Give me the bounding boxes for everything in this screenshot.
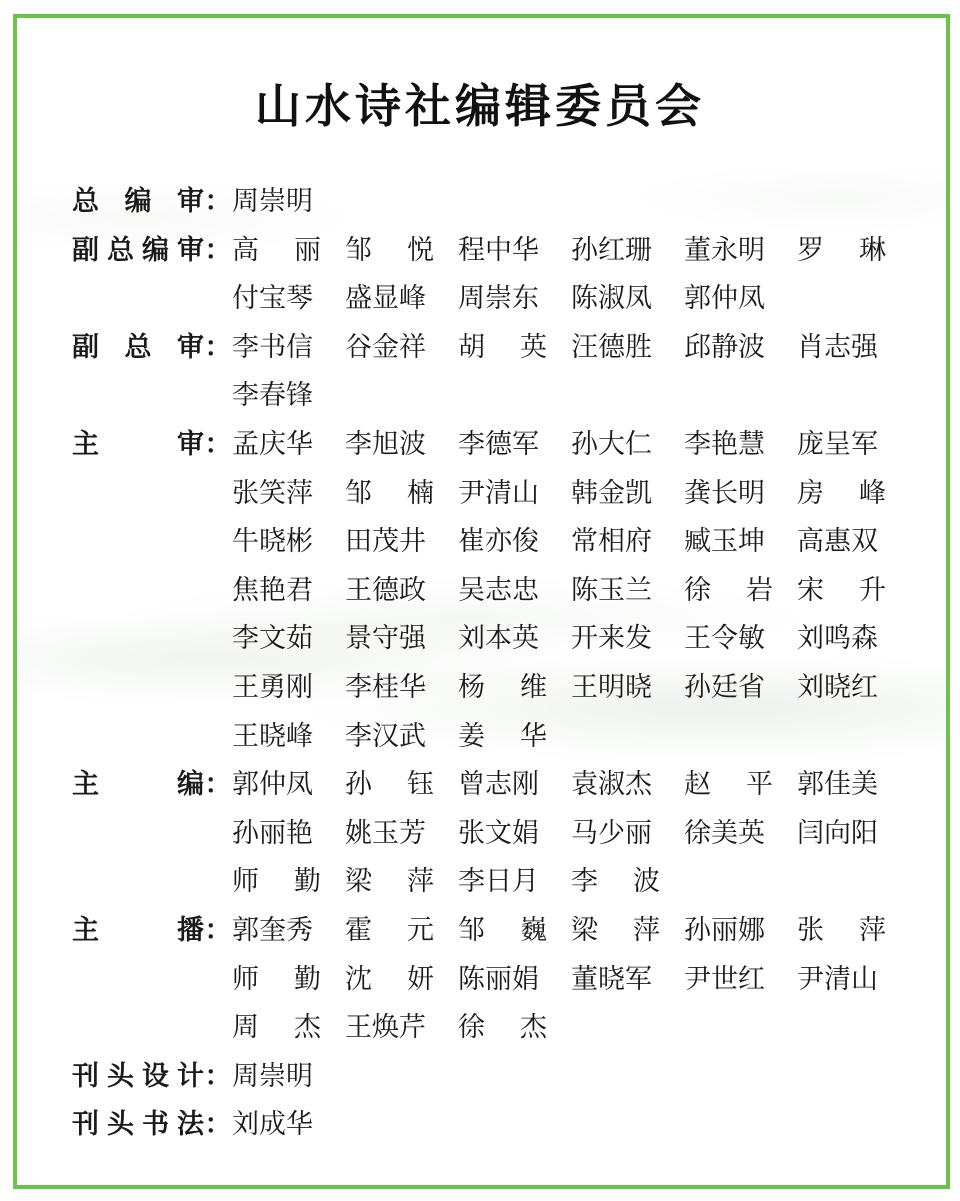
member-name: 李文茹 (232, 623, 313, 655)
member-name: 牛晓彬 (232, 526, 313, 558)
roster (72, 178, 902, 1150)
member-name: 梁 萍 (571, 914, 660, 946)
member-name: 崔亦俊 (458, 526, 539, 558)
role-section (72, 324, 902, 421)
member-name: 孙丽艳 (232, 817, 313, 849)
role-label: 刊 头 书 法 (72, 1109, 204, 1141)
role-colon: ： (204, 914, 232, 946)
member-name: 胡 英 (458, 331, 547, 363)
role-label: 副 总 编 审 (72, 234, 204, 266)
member-name: 周 杰 (232, 1012, 321, 1044)
role-colon: ： (204, 428, 232, 460)
member-name: 袁淑杰 (571, 769, 652, 801)
member-name: 程中华 (458, 234, 539, 266)
role-section (72, 421, 902, 761)
member-name: 董晓军 (571, 963, 652, 995)
member-name: 张文娟 (458, 817, 539, 849)
member-name: 周崇东 (458, 283, 539, 315)
role-label: 主 编 (72, 769, 204, 801)
member-name: 李桂华 (345, 671, 426, 703)
member-name: 李 波 (571, 866, 660, 898)
member-name: 孙红珊 (571, 234, 652, 266)
member-name: 孙廷省 (684, 671, 765, 703)
page-title: 山水诗社编辑委员会 (255, 79, 705, 133)
name-list (232, 1053, 892, 1102)
member-name: 师 勤 (232, 866, 321, 898)
member-name: 刘成华 (232, 1109, 313, 1141)
member-name: 肖志强 (797, 331, 878, 363)
member-name: 王令敏 (684, 623, 765, 655)
role-colon: ： (204, 769, 232, 801)
role-label: 总 编 审 (72, 186, 204, 217)
member-name: 邱静波 (684, 331, 765, 363)
member-name: 尹世红 (684, 963, 765, 995)
member-name: 周崇明 (232, 186, 313, 217)
member-name: 盛显峰 (345, 283, 426, 315)
member-name: 王明晓 (571, 671, 652, 703)
member-name: 王晓峰 (232, 720, 313, 752)
member-name: 孙 钰 (345, 769, 434, 801)
member-name: 王勇刚 (232, 671, 313, 703)
member-name: 郭佳美 (797, 769, 878, 801)
member-name: 吴志忠 (458, 574, 539, 606)
member-name: 张 萍 (797, 914, 886, 946)
member-name: 罗 琳 (797, 234, 886, 266)
member-name: 徐 杰 (458, 1012, 547, 1044)
member-name: 汪德胜 (571, 331, 652, 363)
member-name: 韩金凯 (571, 477, 652, 509)
member-name: 邹 楠 (345, 477, 434, 509)
role-section (72, 1101, 902, 1150)
member-name: 尹清山 (797, 963, 878, 995)
member-name: 赵 平 (684, 769, 773, 801)
member-name: 姜 华 (458, 720, 547, 752)
member-name: 李旭波 (345, 428, 426, 460)
member-name: 李德军 (458, 428, 539, 460)
name-list (232, 178, 892, 227)
member-name: 郭仲凤 (232, 769, 313, 801)
role-label: 主 审 (72, 428, 204, 460)
member-name: 梁 萍 (345, 866, 434, 898)
member-name: 邹 巍 (458, 914, 547, 946)
role-section (72, 1053, 902, 1102)
member-name: 陈丽娟 (458, 963, 539, 995)
member-name: 高 丽 (232, 234, 321, 266)
member-name: 孙大仁 (571, 428, 652, 460)
member-name: 尹清山 (458, 477, 539, 509)
member-name: 师 勤 (232, 963, 321, 995)
member-name: 徐美英 (684, 817, 765, 849)
member-name: 田茂井 (345, 526, 426, 558)
member-name: 张笑萍 (232, 477, 313, 509)
member-name: 孟庆华 (232, 428, 313, 460)
member-name: 姚玉芳 (345, 817, 426, 849)
member-name: 徐 岩 (684, 574, 773, 606)
name-list (232, 227, 892, 324)
member-name: 刘鸣森 (797, 623, 878, 655)
role-label: 副 总 审 (72, 331, 204, 363)
member-name: 庞呈军 (797, 428, 878, 460)
member-name: 沈 妍 (345, 963, 434, 995)
member-name: 宋 升 (797, 574, 886, 606)
member-name: 李春锋 (232, 380, 313, 412)
role-colon: ： (204, 234, 232, 266)
member-name: 常相府 (571, 526, 652, 558)
member-name: 付宝琴 (232, 283, 313, 315)
member-name: 闫向阳 (797, 817, 878, 849)
member-name: 陈玉兰 (571, 574, 652, 606)
member-name: 郭仲凤 (684, 283, 765, 315)
role-section (72, 761, 902, 907)
member-name: 陈淑凤 (571, 283, 652, 315)
member-name: 曾志刚 (458, 769, 539, 801)
role-colon: ： (204, 186, 232, 217)
member-name: 刘本英 (458, 623, 539, 655)
role-section (72, 178, 902, 227)
role-section (72, 907, 902, 1053)
member-name: 房 峰 (797, 477, 886, 509)
member-name: 邹 悦 (345, 234, 434, 266)
member-name: 刘晓红 (797, 671, 878, 703)
member-name: 李书信 (232, 331, 313, 363)
role-section (72, 227, 902, 324)
member-name: 李汉武 (345, 720, 426, 752)
name-list (232, 421, 892, 761)
member-name: 李日月 (458, 866, 539, 898)
role-colon: ： (204, 331, 232, 363)
role-label: 主 播 (72, 914, 204, 946)
member-name: 龚长明 (684, 477, 765, 509)
member-name: 景守强 (345, 623, 426, 655)
member-name: 霍 元 (345, 914, 434, 946)
member-name: 王焕芹 (345, 1012, 426, 1044)
member-name: 李艳慧 (684, 428, 765, 460)
name-list (232, 1101, 892, 1150)
member-name: 周崇明 (232, 1060, 313, 1092)
name-list (232, 907, 892, 1053)
member-name: 高惠双 (797, 526, 878, 558)
member-name: 焦艳君 (232, 574, 313, 606)
role-colon: ： (204, 1060, 232, 1092)
member-name: 开来发 (571, 623, 652, 655)
member-name: 马少丽 (571, 817, 652, 849)
role-label: 刊 头 设 计 (72, 1060, 204, 1092)
member-name: 孙丽娜 (684, 914, 765, 946)
member-name: 董永明 (684, 234, 765, 266)
name-list (232, 324, 892, 421)
name-list (232, 761, 892, 907)
member-name: 臧玉坤 (684, 526, 765, 558)
member-name: 杨 维 (458, 671, 547, 703)
member-name: 谷金祥 (345, 331, 426, 363)
member-name: 郭奎秀 (232, 914, 313, 946)
role-colon: ： (204, 1109, 232, 1141)
member-name: 王德政 (345, 574, 426, 606)
